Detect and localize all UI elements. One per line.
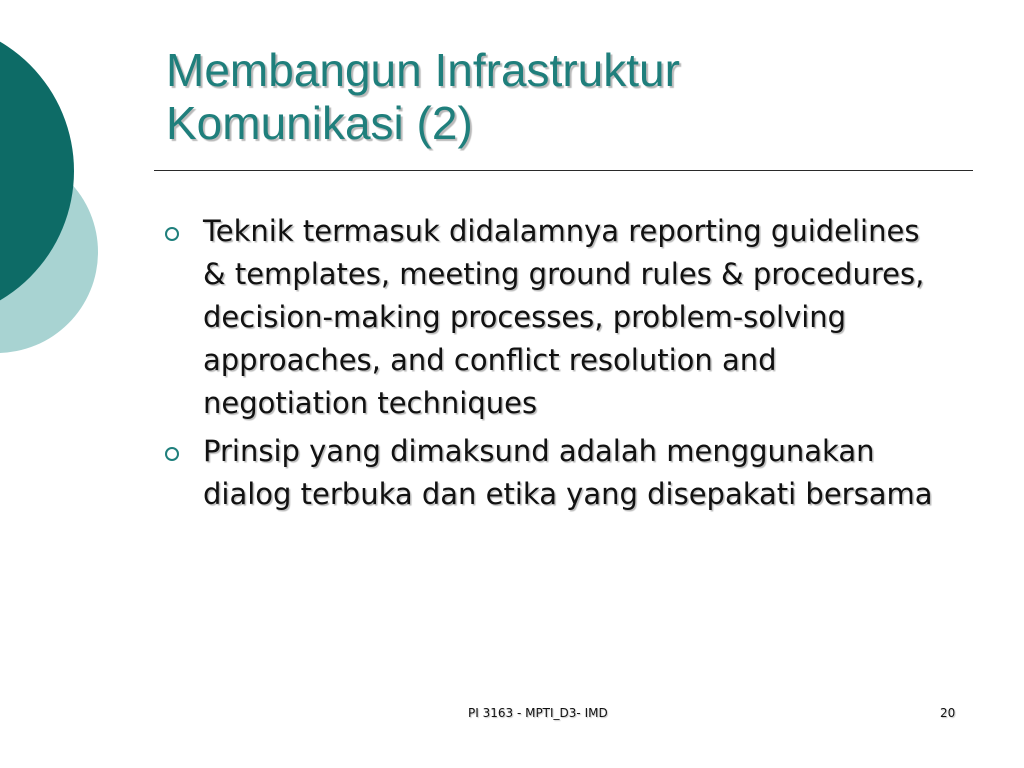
decorative-circles [0,0,110,420]
title-divider [154,170,973,171]
page-number: 20 [940,706,956,720]
bullet-text: Teknik termasuk didalamnya reporting guidelines & templates, meeting ground rules & procedures, decision-making processes, problem-solving approaches, and conflict resolution and negotiation techniques [203,214,925,420]
bullet-item [160,210,950,425]
footer-course-code: PI 3163 - MPTI_D3- IMD [468,706,608,720]
slide-title-line-1: Membangun Infrastruktur [166,44,680,96]
slide-title-line-2: Komunikasi (2) [166,97,473,150]
bullet-list [160,210,950,521]
bullet-text: Prinsip yang dimaksund adalah menggunakan dialog terbuka dan etika yang disepakati bersama [203,434,933,511]
hollow-circle-icon [165,227,179,241]
bullet-item [160,430,950,516]
slide-title [166,44,986,151]
hollow-circle-icon [165,447,179,461]
